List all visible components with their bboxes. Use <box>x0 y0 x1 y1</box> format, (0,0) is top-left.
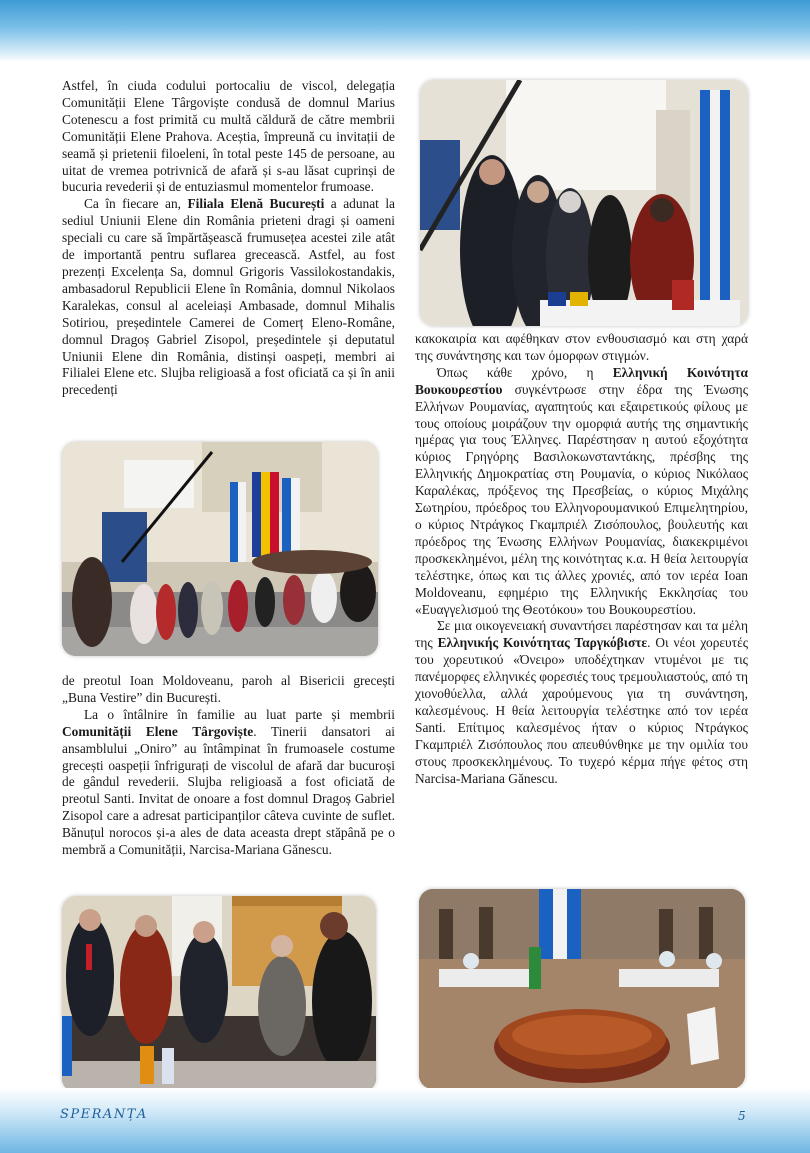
paragraph-bucuresti-gr: Όπως κάθε χρόνο, η Ελληνική Κοινότητα Βουκουρεστίου συγκέντρωσε στην έδρα της Ένωσης Ελλήνων Ρουμανίας, αγαπητούς και εξαιρετικούς φίλους με τους οποίους μοιράζουν την ομορφιά αυτής της σημαντικής ημέρας για τους Έλληνες. Παρέστησαν η αυτού εξοχότητα κύριος Γρηγόρης Βασιλοκωνσταντάκης, πρέσβης της Ελληνικής Δημοκρατίας στη Ρουμανία, ο κύριος Νικόλαος Καραλέκας, πρόξενος της Πρεσβείας, ο κύριος Μιχάλης Σωτηρίου, πρόεδρος του Ελληνορουμανικού Επιμελητηρίου, ο κύριος Ντράγκος Γκαμπριέλ Ζισόπουλος, βουλευτής και πρόεδρος της Ένωσης Ελλήνων Ρουμανίας, διακεκριμένοι προσκεκλημένοι, μέλη της κοινότητας κ.α. Η θεία λειτουργία τελέστηκε, όπως και τις άλλες χρονιές, από τον ιερέα Ioan Moldoveanu, εφημέριο της Ελληνικής Εκκλησίας του «Ευαγγελισμού της Θεοτόκου» του Βουκουρεστίου. <box>415 364 748 617</box>
photo-vasilopita-cake <box>419 889 745 1089</box>
left-column-bottom-text <box>62 673 395 859</box>
photo-ambassador-and-priest <box>420 80 748 326</box>
paragraph-prahova: Astfel, în ciuda codului portocaliu de viscol, delegația Comunității Elene Târgoviște condusă de domnul Marius Cotenescu a fost primită cu multă căldură de către membrii Comunității Elene Prahova. Aceștia, împreună cu invitații de seamă și prietenii filoeleni, în total peste 145 de persoane, au uitat de vremea potrivnică de afară și s-au lăsat cuprinși de bucuria revederii și de entuziasmul momentelor frumoase. <box>62 78 395 195</box>
magazine-title: SPERANȚA <box>60 1107 148 1122</box>
paragraph-targoviste-gr: Σε μια οικογενειακή συναντήσει παρέστησαν και τα μέλη της Ελληνικής Κοινότητας Ταργκόβιστε. Οι νέοι χορευτές του χορευτικού «Όνειρο» υποδέχτηκαν ντυμένοι με τις πανέμορφες ελληνικές φορεσιές τους τρεμουλιαστούς, από τη χιονοθύελλα, αλλά χαρούμενους για τη συνάντηση, καλεσμένους. Η θεία λειτουργία τελέστηκε από τον ιερέα Santi. Επίτιμος καλεσμένος ήταν ο κύριος Ντράγκος Γκαμπριέλ Ζισόπουλος που απευθύνθηκε με την ομιλία του στους προσκεκλημένους. Το τυχερό κέρμα πήγε φέτος στη Narcisa-Mariana Gănescu. <box>415 618 748 786</box>
page-number: 5 <box>738 1109 746 1123</box>
right-column-greek-text <box>415 331 748 787</box>
bold-koinotita-targoviste: Ελληνικής Κοινότητας Ταργκόβιστε <box>437 635 648 651</box>
paragraph-greek-continuation: κακοκαιρία και αφέθηκαν στον ενθουσιασμό και στη χαρά της συνάντησης και των όμορφων στιγμών. <box>415 331 748 363</box>
photo-children-dancers <box>62 442 378 656</box>
bold-koinotita-voukourestiou: Ελληνική Κοινότητα Βουκουρεστίου <box>415 364 748 397</box>
bold-filiala-bucuresti: Filiala Elenă București <box>187 196 325 212</box>
paragraph-priest-moldoveanu: de preotul Ioan Moldoveanu, paroh al Bisericii grecești „Buna Vestire” din București. <box>62 673 395 705</box>
paragraph-bucuresti-ro: Ca în fiecare an, Filiala Elenă București a adunat la sediul Uniunii Elene din România prieteni dragi și oameni speciali cu care să împărtășească frumusețea acestei zile atât de importantă pentru suflarea grecească. Astfel, au fost prezenți Excelența Sa, domnul Grigoris Vassilokostandakis, ambasadorul Republicii Elene în România, domnul Nikolaos Karalekas, consul al aceleiași Ambasade, domnul Mihalis Sotiriou, președintele Camerei de Comerț Eleno-Române, domnul Dragoș Gabriel Zisopol, președintele și deputatul Uniunii Elene din România, distinși oaspeți, membri ai Filialei Elene etc. Slujba religioasă a fost oficiată ca și în anii precedenți <box>62 196 395 398</box>
photo-priest-and-guests <box>62 896 376 1092</box>
bold-comunitatea-targoviste: Comunității Elene Târgoviște <box>62 723 254 739</box>
left-column-top-text <box>62 78 395 399</box>
paragraph-targoviste-ro: La o întâlnire în familie au luat parte și membrii Comunității Elene Târgoviște. Tinerii dansatori ai ansamblului „Oniro” au întâmpinat în frumoasele costume grecești oaspeții înfrigurați de viscolul de afară dar bucuroși de gândul revederii. Slujba religioasă a fost oficiată de preotul Santi. Invitat de onoare a fost domnul Dragoș Gabriel Zisopol care a adresat participanților câteva cuvinte de suflet. Bănuțul norocos și-a ales de data aceasta drept stăpână pe o membră a Comunității, Narcisa-Mariana Gănescu. <box>62 706 395 858</box>
top-decorative-band <box>0 0 810 62</box>
